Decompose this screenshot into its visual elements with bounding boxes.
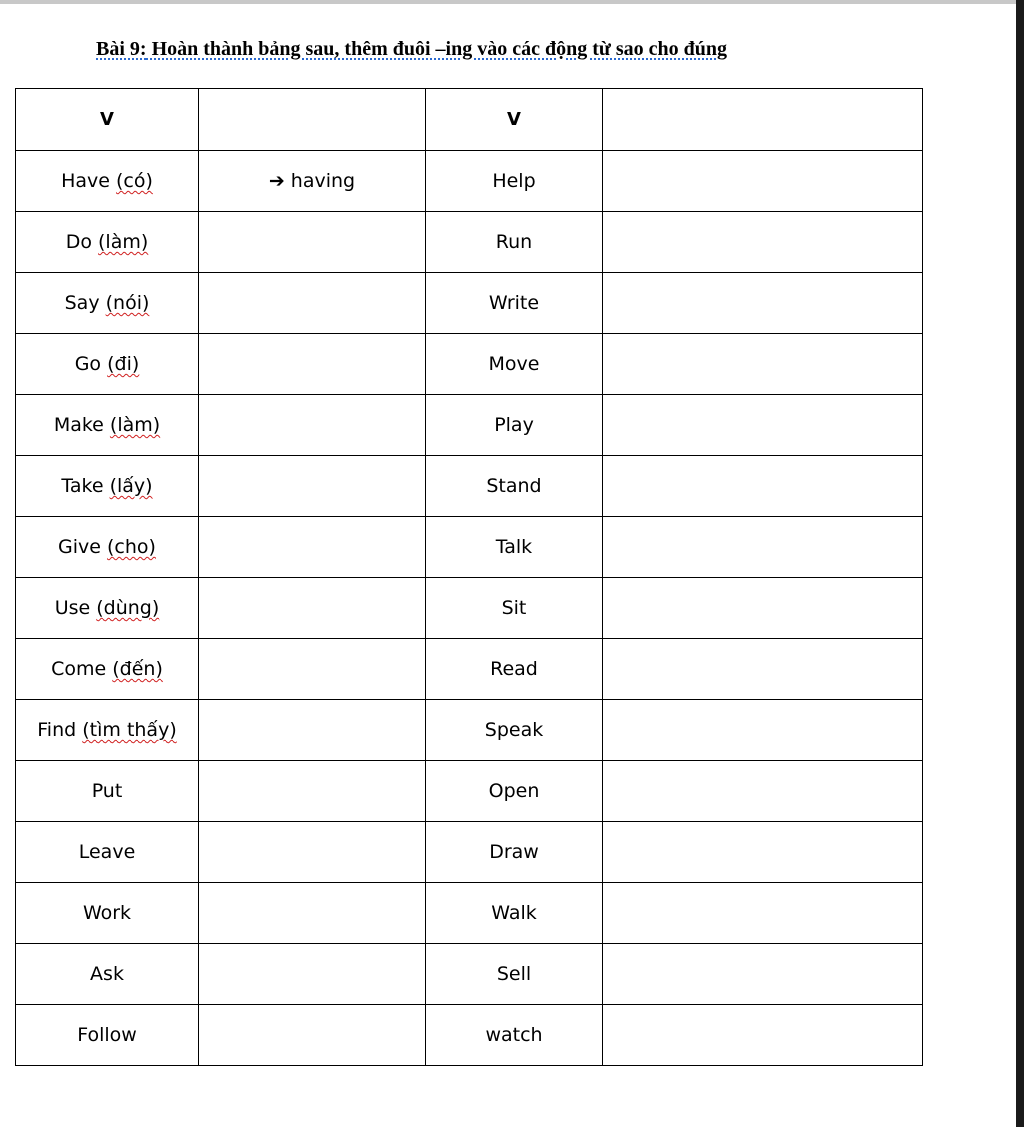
right-verb-cell: Speak <box>426 700 603 761</box>
right-answer-cell[interactable] <box>603 578 923 639</box>
right-answer-cell[interactable] <box>603 334 923 395</box>
left-verb: Go <box>74 353 102 375</box>
left-verb: Do <box>65 231 92 253</box>
left-answer-cell[interactable] <box>199 456 426 517</box>
table-row <box>16 944 923 1005</box>
left-verb-cell <box>16 761 199 822</box>
right-answer-cell[interactable] <box>603 151 923 212</box>
right-verb-cell: Sell <box>426 944 603 1005</box>
right-answer-cell[interactable] <box>603 212 923 273</box>
right-verb-cell: watch <box>426 1005 603 1066</box>
right-answer-cell[interactable] <box>603 1005 923 1066</box>
table-header-row <box>16 89 923 151</box>
top-border <box>0 0 1024 4</box>
table-row <box>16 151 923 212</box>
right-answer-cell[interactable] <box>603 944 923 1005</box>
left-verb-gloss: (dùng) <box>96 597 160 619</box>
table-row <box>16 395 923 456</box>
header-ing-right <box>603 89 923 151</box>
left-answer-cell[interactable] <box>199 822 426 883</box>
table-row <box>16 761 923 822</box>
left-answer-cell[interactable] <box>199 517 426 578</box>
left-verb-gloss: (đến) <box>112 658 163 680</box>
left-verb-cell <box>16 639 199 700</box>
left-answer: having <box>290 170 356 192</box>
table-row <box>16 578 923 639</box>
left-verb: Have <box>61 170 110 192</box>
left-verb: Say <box>64 292 100 314</box>
right-verb-cell: Draw <box>426 822 603 883</box>
right-verb-cell: Talk <box>426 517 603 578</box>
table-row <box>16 1005 923 1066</box>
right-verb-cell: Write <box>426 273 603 334</box>
left-answer-cell[interactable] <box>199 273 426 334</box>
right-answer-cell[interactable] <box>603 395 923 456</box>
left-verb: Put <box>91 780 123 802</box>
left-verb-gloss: (làm) <box>109 414 161 436</box>
left-verb: Work <box>82 902 132 924</box>
left-answer-cell[interactable] <box>199 944 426 1005</box>
left-verb: Take <box>61 475 104 497</box>
left-verb-cell <box>16 456 199 517</box>
left-verb-gloss: (tìm thấy) <box>82 719 177 741</box>
right-answer-cell[interactable] <box>603 639 923 700</box>
left-verb: Give <box>58 536 101 558</box>
left-verb: Make <box>53 414 104 436</box>
table-row <box>16 456 923 517</box>
left-verb-cell <box>16 578 199 639</box>
right-verb-cell: Open <box>426 761 603 822</box>
left-verb-cell <box>16 822 199 883</box>
right-answer-cell[interactable] <box>603 761 923 822</box>
left-verb-gloss: (nói) <box>105 292 150 314</box>
left-answer-cell[interactable] <box>199 395 426 456</box>
left-verb-gloss: (làm) <box>98 231 149 253</box>
left-verb-gloss: (lấy) <box>109 475 153 497</box>
table-row <box>16 273 923 334</box>
left-verb-cell <box>16 273 199 334</box>
right-arrow-icon: ➔ <box>268 170 285 192</box>
header-verb-left: V <box>16 89 199 151</box>
table-row <box>16 517 923 578</box>
left-answer-cell[interactable] <box>199 1005 426 1066</box>
left-verb: Leave <box>78 841 136 863</box>
right-verb-cell: Help <box>426 151 603 212</box>
right-answer-cell[interactable] <box>603 883 923 944</box>
left-verb-cell <box>16 395 199 456</box>
header-verb-right: V <box>426 89 603 151</box>
header-ing-left <box>199 89 426 151</box>
left-verb-gloss: (cho) <box>107 536 156 558</box>
left-verb-cell <box>16 517 199 578</box>
left-verb-cell <box>16 1005 199 1066</box>
table-row <box>16 700 923 761</box>
table-row <box>16 639 923 700</box>
left-verb: Find <box>37 719 77 741</box>
left-verb-gloss: (có) <box>116 170 153 192</box>
left-verb-cell <box>16 944 199 1005</box>
left-verb-cell <box>16 883 199 944</box>
page-title <box>96 38 727 61</box>
left-verb-gloss: (đi) <box>107 353 140 375</box>
right-verb-cell: Run <box>426 212 603 273</box>
left-verb: Ask <box>90 963 124 985</box>
left-verb-cell <box>16 334 199 395</box>
left-verb-cell <box>16 700 199 761</box>
left-answer-cell[interactable] <box>199 334 426 395</box>
left-verb: Come <box>51 658 107 680</box>
verb-table <box>15 88 923 1066</box>
left-answer-cell[interactable] <box>199 700 426 761</box>
table-row <box>16 883 923 944</box>
left-answer-cell[interactable] <box>199 761 426 822</box>
right-answer-cell[interactable] <box>603 456 923 517</box>
right-answer-cell[interactable] <box>603 273 923 334</box>
table-row <box>16 334 923 395</box>
right-verb-cell: Read <box>426 639 603 700</box>
right-border <box>1016 0 1024 1127</box>
left-answer-cell[interactable] <box>199 578 426 639</box>
left-verb: Follow <box>77 1024 137 1046</box>
title-instruction: Hoàn thành bảng sau, thêm đuôi –ing vào các động từ sao cho đúng <box>146 38 728 60</box>
right-answer-cell[interactable] <box>603 517 923 578</box>
left-verb-cell <box>16 212 199 273</box>
right-answer-cell[interactable] <box>603 822 923 883</box>
left-answer-cell[interactable] <box>199 212 426 273</box>
right-verb-cell: Play <box>426 395 603 456</box>
left-answer-cell[interactable] <box>199 151 426 212</box>
left-verb: Use <box>54 597 91 619</box>
right-answer-cell[interactable] <box>603 700 923 761</box>
left-answer-cell[interactable] <box>199 883 426 944</box>
right-verb-cell: Walk <box>426 883 603 944</box>
left-verb-cell <box>16 151 199 212</box>
left-answer-cell[interactable] <box>199 639 426 700</box>
table-row <box>16 212 923 273</box>
right-verb-cell: Sit <box>426 578 603 639</box>
right-verb-cell: Stand <box>426 456 603 517</box>
right-verb-cell: Move <box>426 334 603 395</box>
title-prefix: Bài 9: <box>96 38 147 60</box>
table-row <box>16 822 923 883</box>
